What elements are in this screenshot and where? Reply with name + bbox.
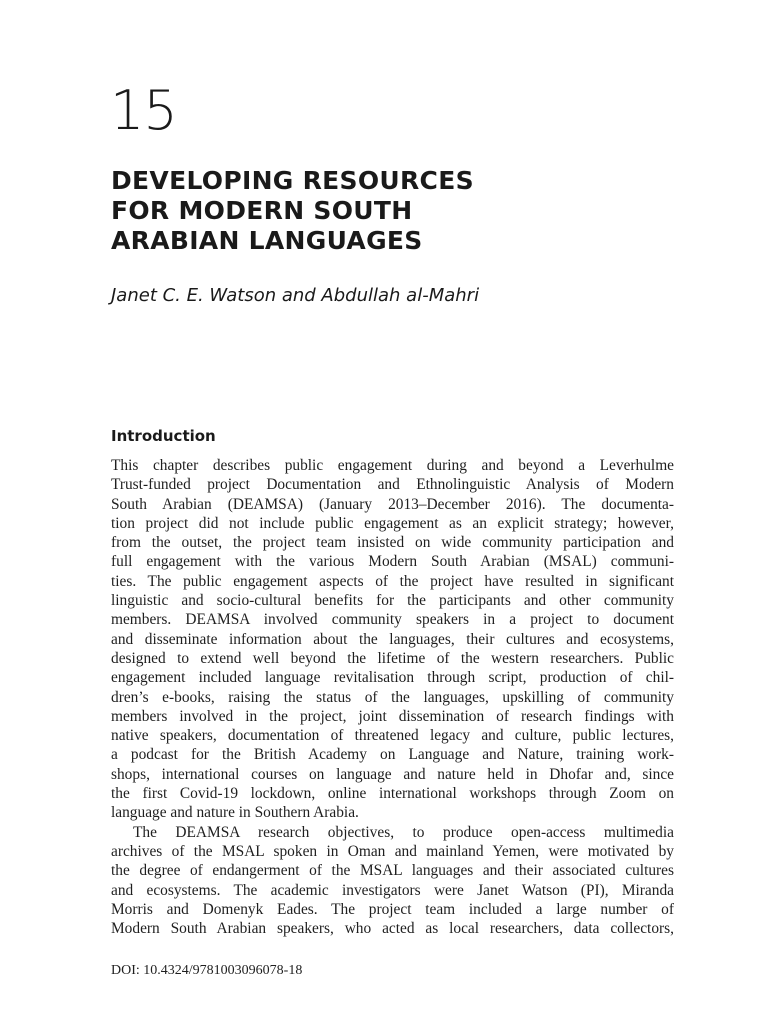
body-line: linguistic and socio-cultural benefits for the participants and other community <box>111 592 674 610</box>
body-line: The DEAMSA research objectives, to produce open-access multimedia <box>133 823 674 841</box>
body-line: native speakers, documentation of threatened legacy and culture, public lectures, <box>111 727 674 745</box>
body-line: full engagement with the various Modern South Arabian (MSAL) communi- <box>111 553 674 571</box>
body-line: and ecosystems. The academic investigators were Janet Watson (PI), Miranda <box>111 881 674 899</box>
body-line: archives of the MSAL spoken in Oman and mainland Yemen, were motivated by <box>111 842 674 860</box>
body-text <box>111 456 674 938</box>
chapter-title-line: FOR MODERN SOUTH <box>111 196 413 225</box>
body-line: from the outset, the project team insisted on wide community participation and <box>111 534 674 552</box>
body-line: Morris and Domenyk Eades. The project team included a large number of <box>111 900 674 918</box>
body-line: the first Covid-19 lockdown, online international workshops through Zoom on <box>111 785 674 803</box>
body-line: South Arabian (DEAMSA) (January 2013–December 2016). The documenta- <box>111 495 674 513</box>
chapter-title-line: DEVELOPING RESOURCES <box>111 166 474 195</box>
body-line: the degree of endangerment of the MSAL languages and their associated cultures <box>111 862 674 880</box>
chapter-authors: Janet C. E. Watson and Abdullah al-Mahri <box>111 285 480 306</box>
body-line: engagement included language revitalisation through script, production of chil- <box>111 669 674 687</box>
body-line: members. DEAMSA involved community speakers in a project to document <box>111 611 674 629</box>
body-line: Modern South Arabian speakers, who acted as local researchers, data collectors, <box>111 920 674 938</box>
chapter-number: 15 <box>110 79 177 142</box>
chapter-title-line: ARABIAN LANGUAGES <box>111 226 423 255</box>
body-line: language and nature in Southern Arabia. <box>111 804 359 822</box>
section-heading: Introduction <box>111 427 216 445</box>
chapter-title <box>111 166 551 256</box>
doi-footer: DOI: 10.4324/9781003096078-18 <box>111 963 303 978</box>
body-line: ties. The public engagement aspects of the project have resulted in significant <box>111 572 674 590</box>
body-line: members involved in the project, joint dissemination of research findings with <box>111 707 674 725</box>
body-line: and disseminate information about the languages, their cultures and ecosystems, <box>111 630 674 648</box>
body-line: Trust-funded project Documentation and Ethnolinguistic Analysis of Modern <box>111 476 674 494</box>
body-line: designed to extend well beyond the lifetime of the western researchers. Public <box>111 649 674 667</box>
body-line: a podcast for the British Academy on Language and Nature, training work- <box>111 746 674 764</box>
body-line: shops, international courses on language and nature held in Dhofar and, since <box>111 765 674 783</box>
body-line: dren’s e-books, raising the status of the languages, upskilling of community <box>111 688 674 706</box>
body-line: This chapter describes public engagement during and beyond a Leverhulme <box>111 457 674 474</box>
body-line: tion project did not include public engagement as an explicit strategy; however, <box>111 514 674 532</box>
